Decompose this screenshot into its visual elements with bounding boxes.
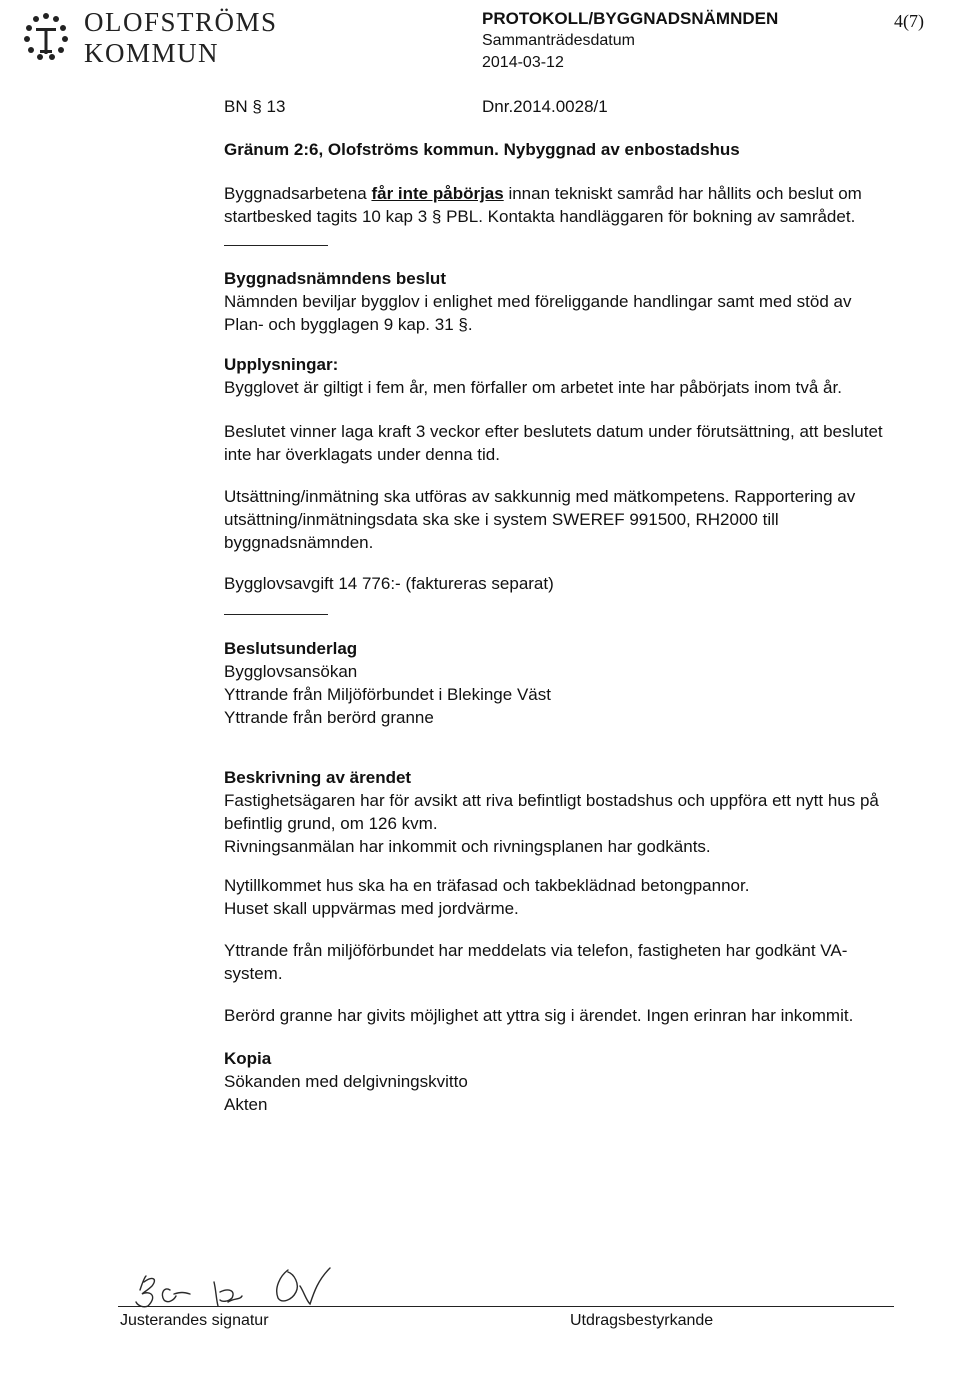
meeting-date: 2014-03-12 [482, 54, 564, 71]
information-section [224, 353, 954, 399]
decision-line-1: Nämnden beviljar bygglov i enlighet med föreliggande handlingar samt med stöd av [224, 292, 852, 311]
decision-basis-heading: Beslutsunderlag [224, 639, 358, 658]
reviewer-signature-label: Justerandes signatur [120, 1312, 269, 1329]
case-description-statement: Yttrande från miljöförbundet har meddelats via telefon, fastigheten har godkänt VA- system. [224, 941, 848, 983]
signature-line [118, 1306, 894, 1307]
decision-section [224, 267, 944, 336]
list-item: Yttrande från Miljöförbundet i Blekinge Väst [224, 685, 551, 704]
list-item: Bygglovsansökan [224, 662, 358, 681]
copy-heading: Kopia [224, 1049, 272, 1068]
case-description-section: Beskrivning av ärendet Fastighetsägaren har för avsikt att riva befintligt bostadshus och uppföra ett nytt hus på befintlig grund, om 126 kvm. Rivningsanmälan har inkommit och rivningsplanen har godkänts. [224, 766, 954, 858]
intro-paragraph [224, 182, 944, 228]
list-item: Akten [224, 1095, 268, 1114]
case-heading: Gränum 2:6, Olofströms kommun. Nybyggnad av enbostadshus [224, 140, 740, 159]
case-description-neighbour: Berörd granne har givits möjlighet att yttra sig i ärendet. Ingen erinran har inkommit. [224, 1006, 854, 1025]
case-description-heading: Beskrivning av ärendet [224, 768, 412, 787]
information-validity: Bygglovet är giltigt i fem år, men förfaller om arbetet inte har påbörjats inom två år. [224, 378, 842, 397]
copy-section [224, 1047, 944, 1116]
logo-line-1: OLOFSTRÖMS [84, 7, 278, 37]
intro-emphasis: får inte påbörjas [371, 184, 504, 203]
list-item: Sökanden med delgivningskvitto [224, 1072, 468, 1091]
handwritten-signatures [118, 1262, 338, 1312]
decision-heading: Byggnadsnämndens beslut [224, 269, 446, 288]
page-number: 4(7) [894, 11, 924, 31]
information-survey: Utsättning/inmätning ska utföras av sakkunnig med mätkompetens. Rapportering av utsättning/inmätningsdata ska ske i system SWEREF 991500, RH2000 till byggnadsnämnden. [224, 487, 856, 552]
case-dnr: Dnr.2014.0028/1 [482, 97, 608, 116]
certification-label: Utdragsbestyrkande [570, 1312, 714, 1329]
intro-line-1: Byggnadsarbetena får inte påbörjas innan tekniskt samråd har hållits och beslut om [224, 184, 862, 203]
crest-icon [16, 6, 76, 66]
information-fee: Bygglovsavgift 14 776:- (faktureras separat) [224, 574, 554, 593]
intro-line-2: startbesked tagits 10 kap 3 § PBL. Kontakta handläggaren för bokning av samrådet. [224, 207, 856, 226]
logo-line-2: KOMMUN [84, 38, 220, 68]
information-legal-force: Beslutet vinner laga kraft 3 veckor efter beslutets datum under förutsättning, att beslutet inte har överklagats under denna tid. [224, 422, 883, 464]
information-heading: Upplysningar: [224, 355, 339, 374]
separator-line [224, 614, 328, 615]
separator-line [224, 245, 328, 246]
municipality-logo [16, 6, 396, 66]
list-item: Yttrande från berörd granne [224, 708, 434, 727]
protocol-title: PROTOKOLL/BYGGNADSNÄMNDEN [482, 9, 779, 28]
case-description-house: Nytillkommet hus ska ha en träfasad och takbeklädnad betongpannor. Huset skall uppvärmas med jordvärme. [224, 876, 750, 918]
decision-line-2: Plan- och bygglagen 9 kap. 31 §. [224, 315, 473, 334]
decision-basis-section [224, 637, 944, 729]
meeting-date-label: Sammanträdesdatum [482, 32, 635, 49]
case-paragraph-number: BN § 13 [224, 97, 286, 116]
